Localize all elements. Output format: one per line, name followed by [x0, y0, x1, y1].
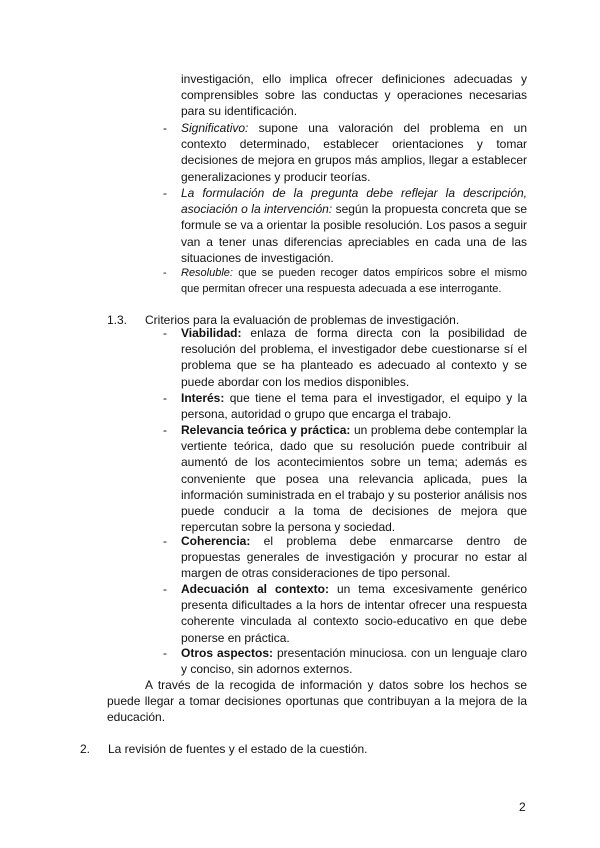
list-item-relevancia [163, 422, 527, 535]
item-lead: Adecuación al contexto: [181, 582, 329, 596]
item-lead: Significativo: [181, 121, 249, 135]
list-item-interes [163, 390, 527, 422]
item-lead: Interés: [181, 391, 225, 405]
item-text: enlaza de forma directa con la posibilidad de resolución del problema, el investigador debe cuestionarse sí el problema que se ha planteado es adecuado al contexto y se puede abordar con los medios disponibles. [181, 326, 527, 389]
page-number: 2 [519, 800, 526, 814]
item-text: el problema debe enmarcarse dentro de propuestas generales de investigación y procurar no estar al margen de otras consideraciones de tipo personal. [181, 534, 527, 581]
section-title: Criterios para la evaluación de problemas de investigación. [145, 313, 460, 327]
bullet-dash: - [163, 423, 167, 437]
item-lead: La formulación de la pregunta debe reflejar la descripción, asociación o la intervención: [181, 186, 527, 217]
item-text: que se pueden recoger datos empíricos sobre el mismo que permitan ofrecer una respuesta adecuada a ese interrogante. [181, 267, 527, 296]
list-item-otros [163, 645, 527, 677]
item-text: un problema debe contemplar la vertiente teórica, dado que su resolución puede contribuir al aumentó de los acontecimientos sobre un tema; además es conveniente que posea una relevancia aplicada, pues la información suministrada en el trabajo y su posterior análisis nos puede conducir a la toma de decisiones de mejora que repercutan sobre la persona y sociedad. [181, 423, 527, 535]
item-text: un tema excesivamente genérico presenta dificultades a la hors de intentar ofrecer una respuesta coherente vinculada al contexto socio-educativo en que debe ponerse en práctica. [181, 582, 527, 645]
bullet-dash: - [163, 534, 167, 548]
item-lead: Otros aspectos: [181, 646, 273, 660]
bullet-dash: - [163, 326, 167, 340]
bullet-dash: - [163, 582, 167, 596]
list-item-coherencia [163, 533, 527, 582]
bullet-dash: - [163, 267, 167, 279]
list-item-formulacion [163, 185, 527, 266]
item-text: presentación minuciosa. con un lenguaje claro y conciso, sin adornos externos. [181, 646, 527, 677]
bullet-dash: - [163, 646, 167, 660]
list-item-significativo [163, 120, 527, 185]
heading-number: 2. [80, 742, 91, 756]
bullet-dash: - [163, 186, 167, 200]
item-lead: Relevancia teórica y práctica: [181, 423, 351, 437]
item-lead: Resoluble: [181, 267, 233, 279]
heading-title: La revisión de fuentes y el estado de la cuestión. [108, 742, 368, 756]
item-lead: Viabilidad: [181, 326, 242, 340]
closing-paragraph: A través de la recogida de información y datos sobre los hechos se puede llegar a tomar decisiones oportunas que contribuyan a la mejora de la educación. [107, 678, 527, 725]
item-lead: Coherencia: [181, 534, 251, 548]
item-text: supone una valoración del problema en un contexto determinado, establecer orientaciones y tomar decisiones de mejora en grupos más amplios, llegar a establecer generalizaciones y producir teorías. [181, 121, 527, 184]
continuation-paragraph: investigación, ello implica ofrecer definiciones adecuadas y comprensibles sobre las conductas y operaciones necesarias para su identificación. [181, 72, 527, 119]
bullet-dash: - [163, 121, 167, 135]
list-item-viabilidad [163, 325, 527, 390]
item-text: según la propuesta concreta que se formule se va a orientar la posible resolución. Los pasos a seguir van a tener unas diferencias apreciables en cada una de las situaciones de investigación. [181, 202, 527, 265]
list-item-resoluble [163, 265, 527, 297]
list-item-adecuacion [163, 581, 527, 646]
item-text: que tiene el tema para el investigador, el equipo y la persona, autoridad o grupo que encarga el trabajo. [181, 391, 527, 422]
bullet-dash: - [163, 391, 167, 405]
section-number: 1.3. [107, 313, 128, 327]
